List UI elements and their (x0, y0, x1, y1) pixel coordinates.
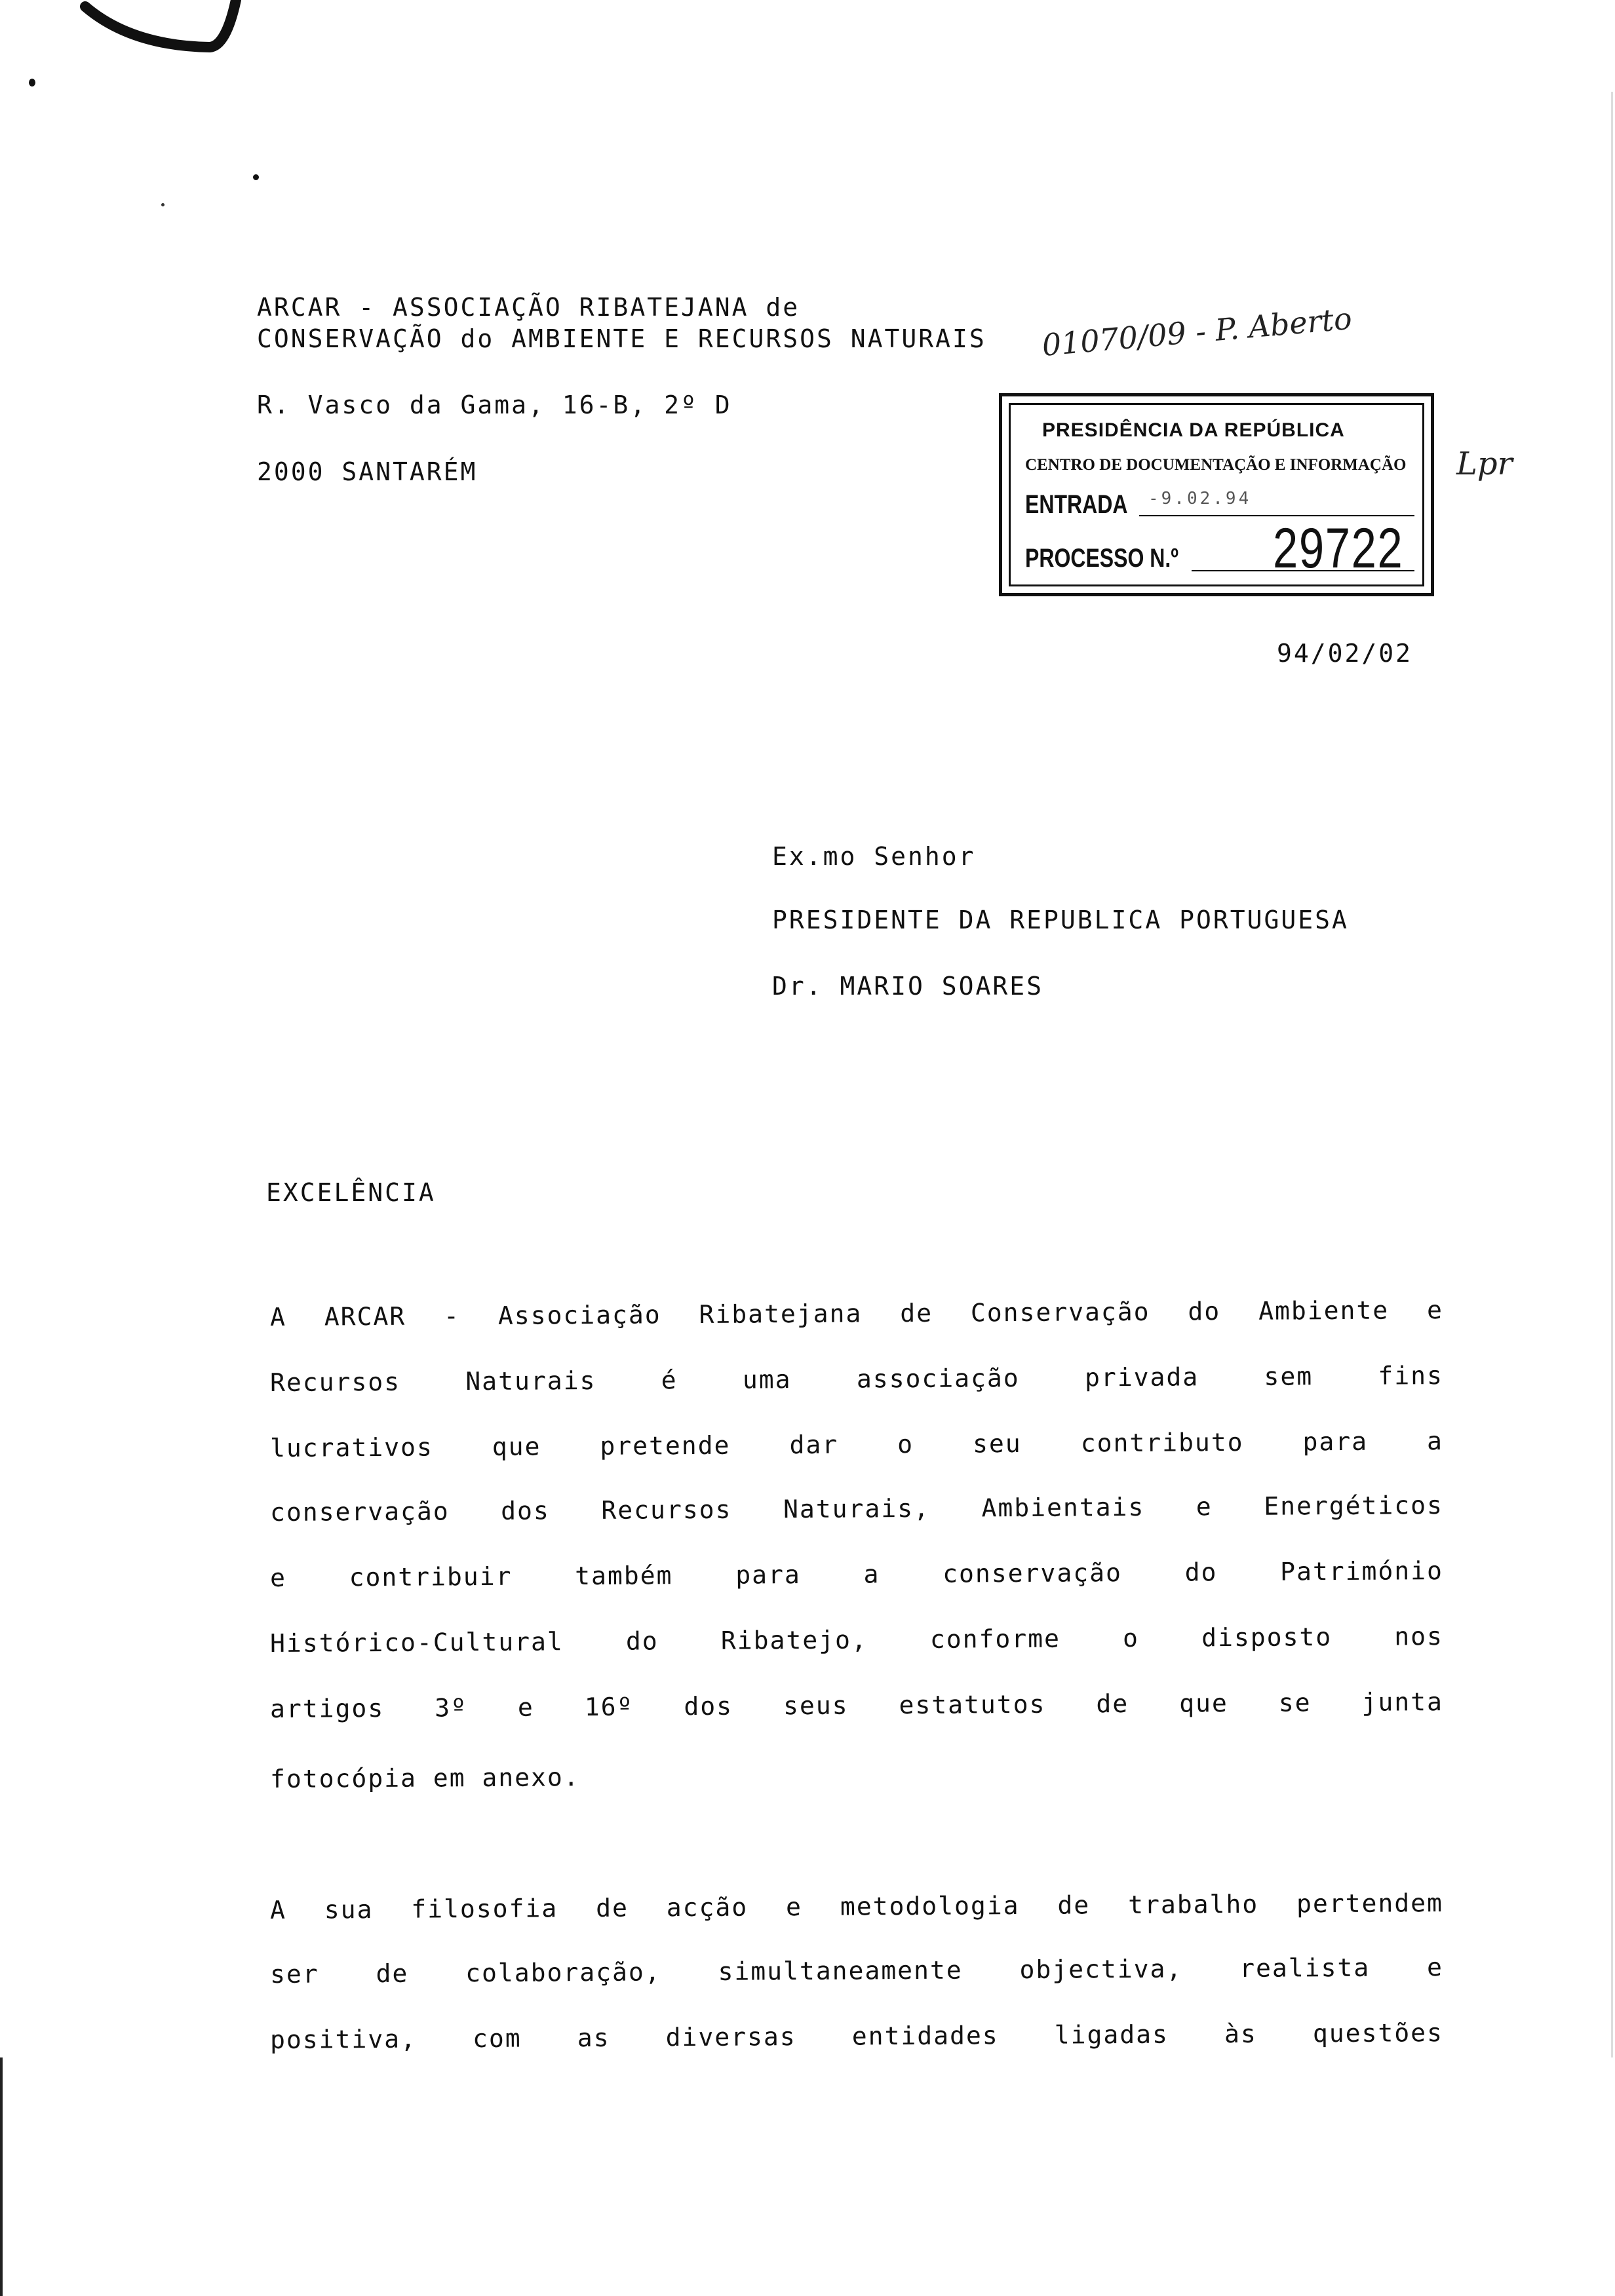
paragraph2-line: ser de colaboração, simultaneamente objectiva, realista e (269, 1953, 1444, 1989)
paragraph2-line: A sua filosofia de acção e metodologia de trabalho pertendem (269, 1888, 1444, 1924)
stamp-subtitle: CENTRO DE DOCUMENTAÇÃO E INFORMAÇÃO (1025, 456, 1407, 474)
recipient-line2: PRESIDENTE DA REPUBLICA PORTUGUESA (772, 906, 1349, 934)
handwritten-note: 01070/09 - P. Aberto (1040, 300, 1353, 363)
scan-speck (161, 203, 165, 206)
paragraph1-line: lucrativos que pretende dar o seu contributo para a (269, 1426, 1444, 1463)
sender-block (257, 292, 986, 354)
scan-edge-line (0, 2057, 3, 2296)
scan-speck (29, 79, 35, 86)
stamp-inner-frame (1009, 403, 1424, 586)
letter-date: 94/02/02 (1277, 639, 1413, 668)
paragraph1-line: e contribuir também para a conservação do Património (269, 1556, 1444, 1592)
stamp-title: PRESIDÊNCIA DA REPÚBLICA (1042, 419, 1345, 441)
paragraph1-line: Recursos Naturais é uma associação privada sem fins (269, 1361, 1444, 1397)
stamp-entry-date: -9.02.94 (1148, 489, 1252, 508)
scan-edge-line (1611, 92, 1613, 2057)
recipient-line3: Dr. MARIO SOARES (772, 972, 1044, 1001)
salutation: EXCELÊNCIA (266, 1178, 436, 1207)
stamp-entry-label: ENTRADA (1025, 490, 1128, 519)
paragraph1-line: artigos 3º e 16º dos seus estatutos de que se junta (269, 1687, 1444, 1723)
reception-stamp (999, 393, 1434, 596)
handwritten-initials: Lpr (1456, 446, 1513, 482)
paragraph1-line: fotocópia em anexo. (269, 1763, 580, 1793)
paragraph1-line: Histórico-Cultural do Ribatejo, conforme o disposto nos (269, 1622, 1444, 1658)
paragraph1-line: conservação dos Recursos Naturais, Ambientais e Energéticos (269, 1491, 1444, 1527)
sender-city: 2000 SANTARÉM (257, 457, 478, 486)
paragraph2-line: positiva, com as diversas entidades ligadas às questões (269, 2018, 1444, 2054)
sender-name-line2: CONSERVAÇÃO do AMBIENTE E RECURSOS NATURAIS (257, 324, 986, 353)
paragraph1-line: A ARCAR - Associação Ribatejana de Conservação do Ambiente e (269, 1295, 1444, 1331)
scan-corner-mark (79, 0, 243, 59)
scan-speck (253, 174, 259, 180)
stamp-process-label: PROCESSO N.º (1025, 544, 1178, 573)
sender-address: R. Vasco da Gama, 16-B, 2º D (257, 391, 732, 419)
recipient-line1: Ex.mo Senhor (772, 842, 976, 871)
sender-name-line1: ARCAR - ASSOCIAÇÃO RIBATEJANA de (257, 293, 800, 322)
stamp-process-number: 29722 (1273, 517, 1404, 580)
